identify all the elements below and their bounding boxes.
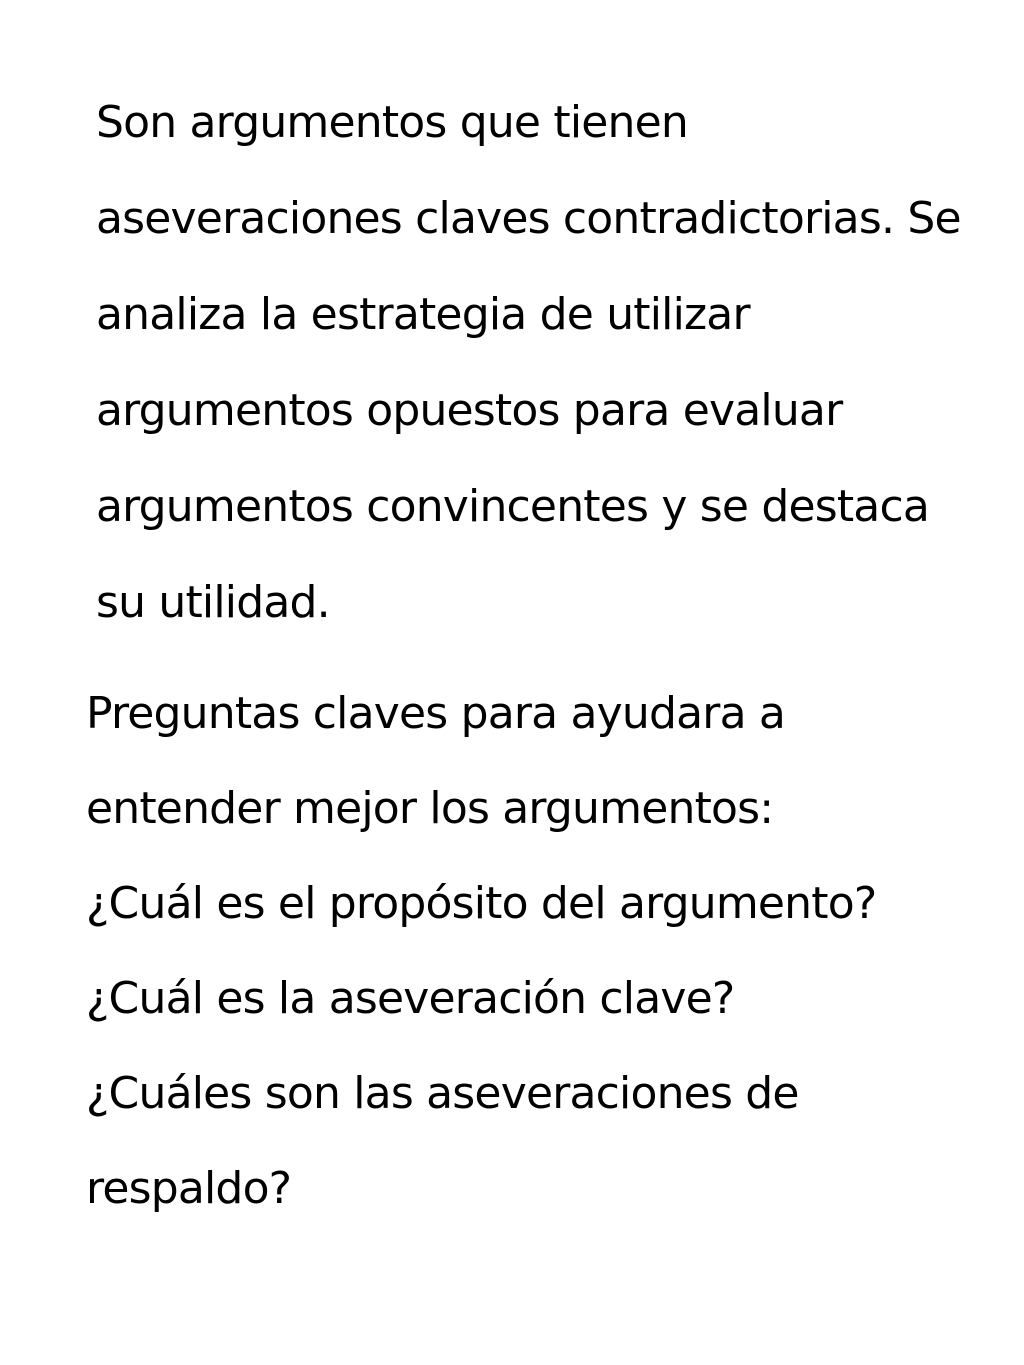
paragraph-line: argumentos convincentes y se destaca bbox=[96, 481, 930, 532]
question-line: ¿Cuáles son las aseveraciones de bbox=[86, 1068, 799, 1119]
paragraph-line: argumentos opuestos para evaluar bbox=[96, 385, 843, 436]
paragraph-line: analiza la estrategia de utilizar bbox=[96, 289, 750, 340]
question-line: respaldo? bbox=[86, 1163, 292, 1214]
question-line: ¿Cuál es la aseveración clave? bbox=[86, 973, 735, 1024]
paragraph-line: Preguntas claves para ayudara a bbox=[86, 688, 786, 739]
paragraph-line: Son argumentos que tienen bbox=[96, 97, 688, 148]
paragraph-line: entender mejor los argumentos: bbox=[86, 783, 774, 834]
paragraph-line: su utilidad. bbox=[96, 577, 330, 628]
paragraph-line: aseveraciones claves contradictorias. Se bbox=[96, 193, 961, 244]
question-line: ¿Cuál es el propósito del argumento? bbox=[86, 878, 877, 929]
